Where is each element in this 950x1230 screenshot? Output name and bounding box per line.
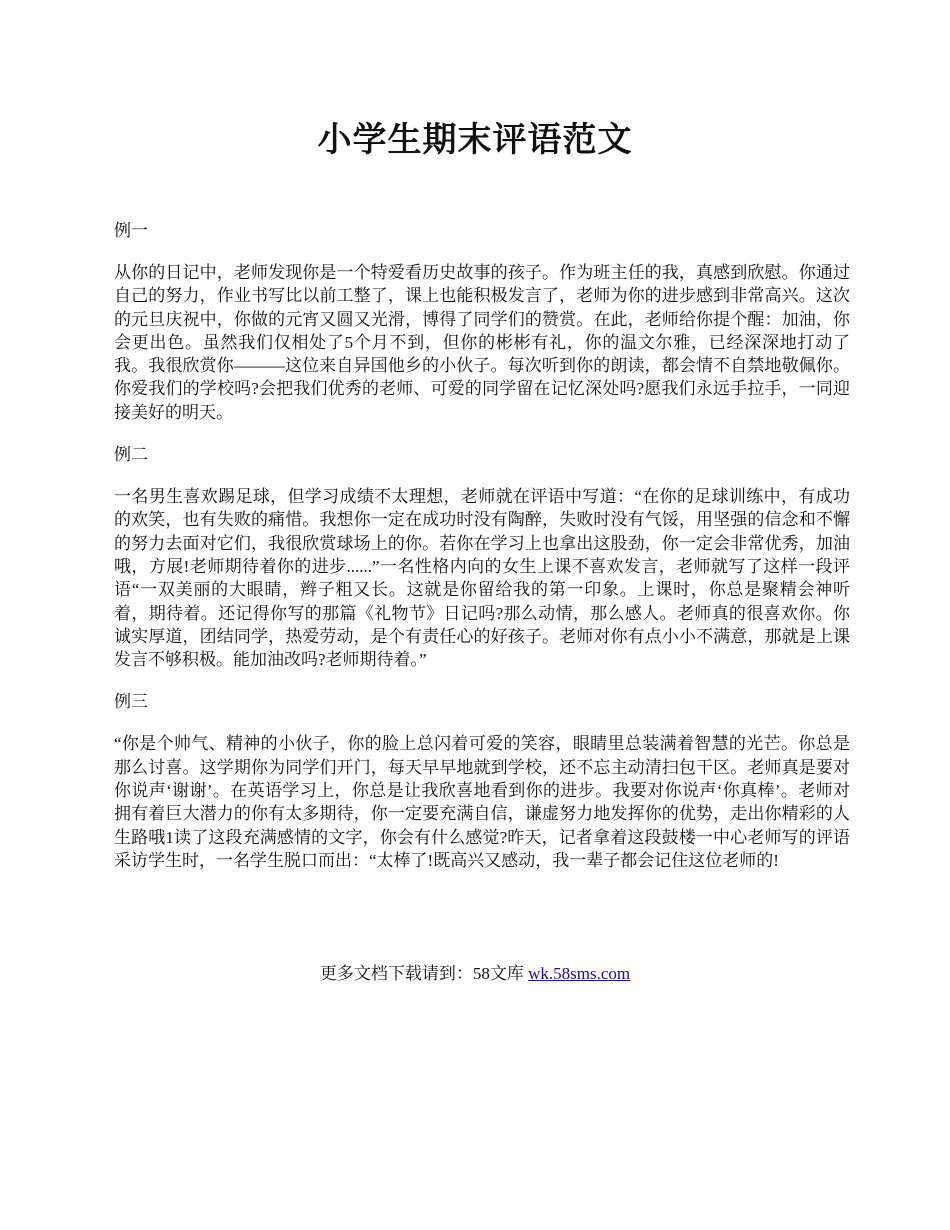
section-heading-example-2: 例二 <box>114 445 148 465</box>
section-paragraph-example-1: 从你的日记中，老师发现你是一个特爱看历史故事的孩子。作为班主任的我，真感到欣慰。你通过自己的努力，作业书写比以前工整了，课上也能积极发言了，老师为你的进步感到非常高兴。这次的元旦庆祝中，你做的元宵又圆又光滑，博得了同学们的赞赏。在此，老师给你提个醒：加油，你会更出色。虽然我们仅相处了5个月不到，但你的彬彬有礼，你的温文尔雅，已经深深地打动了我。我很欣赏你———这位来自异国他乡的小伙子。每次听到你的朗读，都会情不自禁地敬佩你。你爱我们的学校吗?会把我们优秀的老师、可爱的同学留在记忆深处吗?愿我们永远手拉手，一同迎接美好的明天。 <box>114 263 850 422</box>
document-title: 小学生期末评语范文 <box>317 122 633 159</box>
footer <box>0 962 950 985</box>
footer-text: 更多文档下载请到：58文库 <box>319 964 529 983</box>
footer-link[interactable]: wk.58sms.com <box>528 964 631 983</box>
section-heading-example-3: 例三 <box>114 692 148 712</box>
section-paragraph-example-3: “你是个帅气、精神的小伙子，你的脸上总闪着可爱的笑容，眼睛里总装满着智慧的光芒。你总是那么讨喜。这学期你为同学们开门，每天早早地就到学校，还不忘主动清扫包干区。老师真是要对你说声‘谢谢’。在英语学习上，你总是让我欣喜地看到你的进步。我要对你说声‘你真棒’。老师对拥有着巨大潜力的你有太多期待，你一定要充满自信，谦虚努力地发挥你的优势，走出你精彩的人生路哦1读了这段充满感情的文字，你会有什么感觉?昨天，记者拿着这段鼓楼一中心老师写的评语采访学生时，一名学生脱口而出：“太棒了!既高兴又感动，我一辈子都会记住这位老师的! <box>114 734 850 870</box>
section-heading-example-1: 例一 <box>114 221 148 240</box>
section-paragraph-example-2: 一名男生喜欢踢足球，但学习成绩不太理想，老师就在评语中写道：“在你的足球训练中，有成功的欢笑，也有失败的痛惜。我想你一定在成功时没有陶醉，失败时没有气馁，用坚强的信念和不懈的努力去面对它们，我很欣赏球场上的你。若你在学习上也拿出这股劲，你一定会非常优秀，加油哦，方展!老师期待着你的进步......”一名性格内向的女生上课不喜欢发言，老师就写了这样一段评语“一双美丽的大眼睛，辫子粗又长。这就是你留给我的第一印象。上课时，你总是聚精会神听着，期待着。还记得你写的那篇《礼物节》日记吗?那么动情，那么感人。老师真的很喜欢你。你诚实厚道，团结同学，热爱劳动，是个有责任心的好孩子。老师对你有点小小不满意，那就是上课发言不够积极。能加油改吗?老师期待着。” <box>114 487 850 670</box>
document-body <box>114 219 850 891</box>
